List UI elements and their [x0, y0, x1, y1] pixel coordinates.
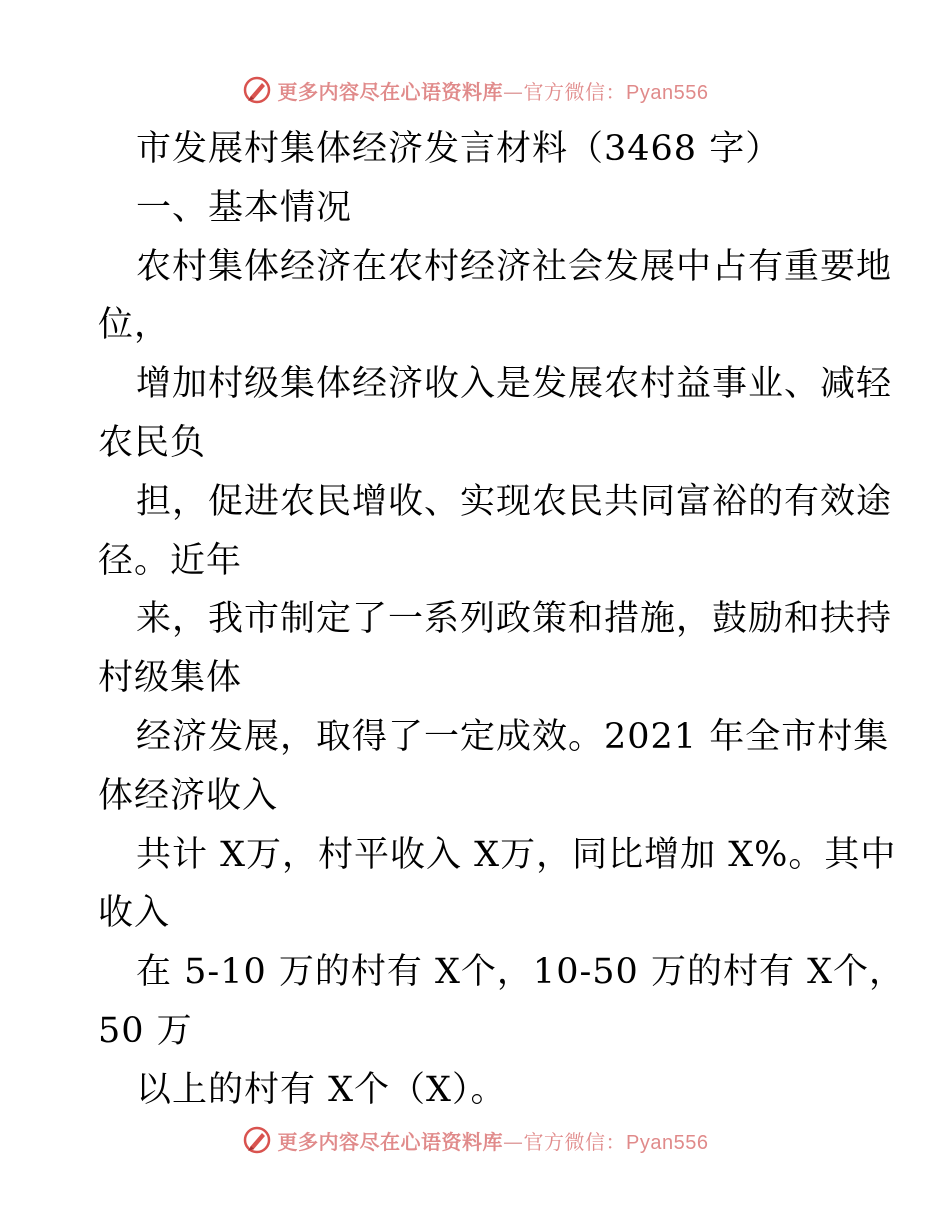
watermark-separator: —	[503, 1129, 524, 1154]
document-line: 市发展村集体经济发言材料（3468 字）	[136, 129, 782, 169]
document-line: 一、基本情况	[136, 187, 353, 228]
watermark-brand: 更多内容尽在心语资料库	[277, 79, 504, 104]
document-line: 在 5-10 万的村有 X个，10-50 万的村有 X个，	[136, 952, 905, 993]
watermark-wechat-id: Pyan556	[626, 1131, 709, 1154]
document-line: 位，	[98, 305, 171, 346]
document-line: 共计 X万，村平收入 X万，同比增加 X%。其中	[136, 834, 897, 875]
watermark-text	[278, 1126, 709, 1155]
document-line: 收入	[98, 893, 171, 934]
pen-logo-icon	[242, 75, 272, 105]
document-line: 50 万	[98, 1010, 193, 1051]
document-line: 径。近年	[98, 540, 243, 581]
document-line: 来，我市制定了一系列政策和措施，鼓励和扶持	[136, 599, 893, 640]
document-line: 农民负	[98, 422, 207, 463]
document-line: 经济发展，取得了一定成效。2021 年全市村集	[136, 716, 890, 757]
watermark-text	[278, 76, 709, 105]
watermark-separator: —	[503, 79, 524, 104]
watermark-official-label: 官方微信：	[523, 1129, 627, 1154]
document-body	[98, 120, 905, 1120]
document-line: 体经济收入	[98, 775, 279, 816]
watermark-header	[0, 70, 950, 110]
pen-logo-icon	[242, 1125, 272, 1155]
document-line: 增加村级集体经济收入是发展农村益事业、减轻	[136, 364, 893, 405]
watermark-footer	[0, 1120, 950, 1160]
document-line: 农村集体经济在农村经济社会发展中占有重要地	[136, 246, 893, 287]
document-line: 以上的村有 X个（X）。	[136, 1069, 507, 1110]
watermark-wechat-id: Pyan556	[626, 81, 709, 104]
document-line: 担，促进农民增收、实现农民共同富裕的有效途	[136, 481, 893, 522]
watermark-brand: 更多内容尽在心语资料库	[277, 1129, 504, 1154]
watermark-official-label: 官方微信：	[523, 79, 627, 104]
document-line: 村级集体	[98, 658, 243, 699]
